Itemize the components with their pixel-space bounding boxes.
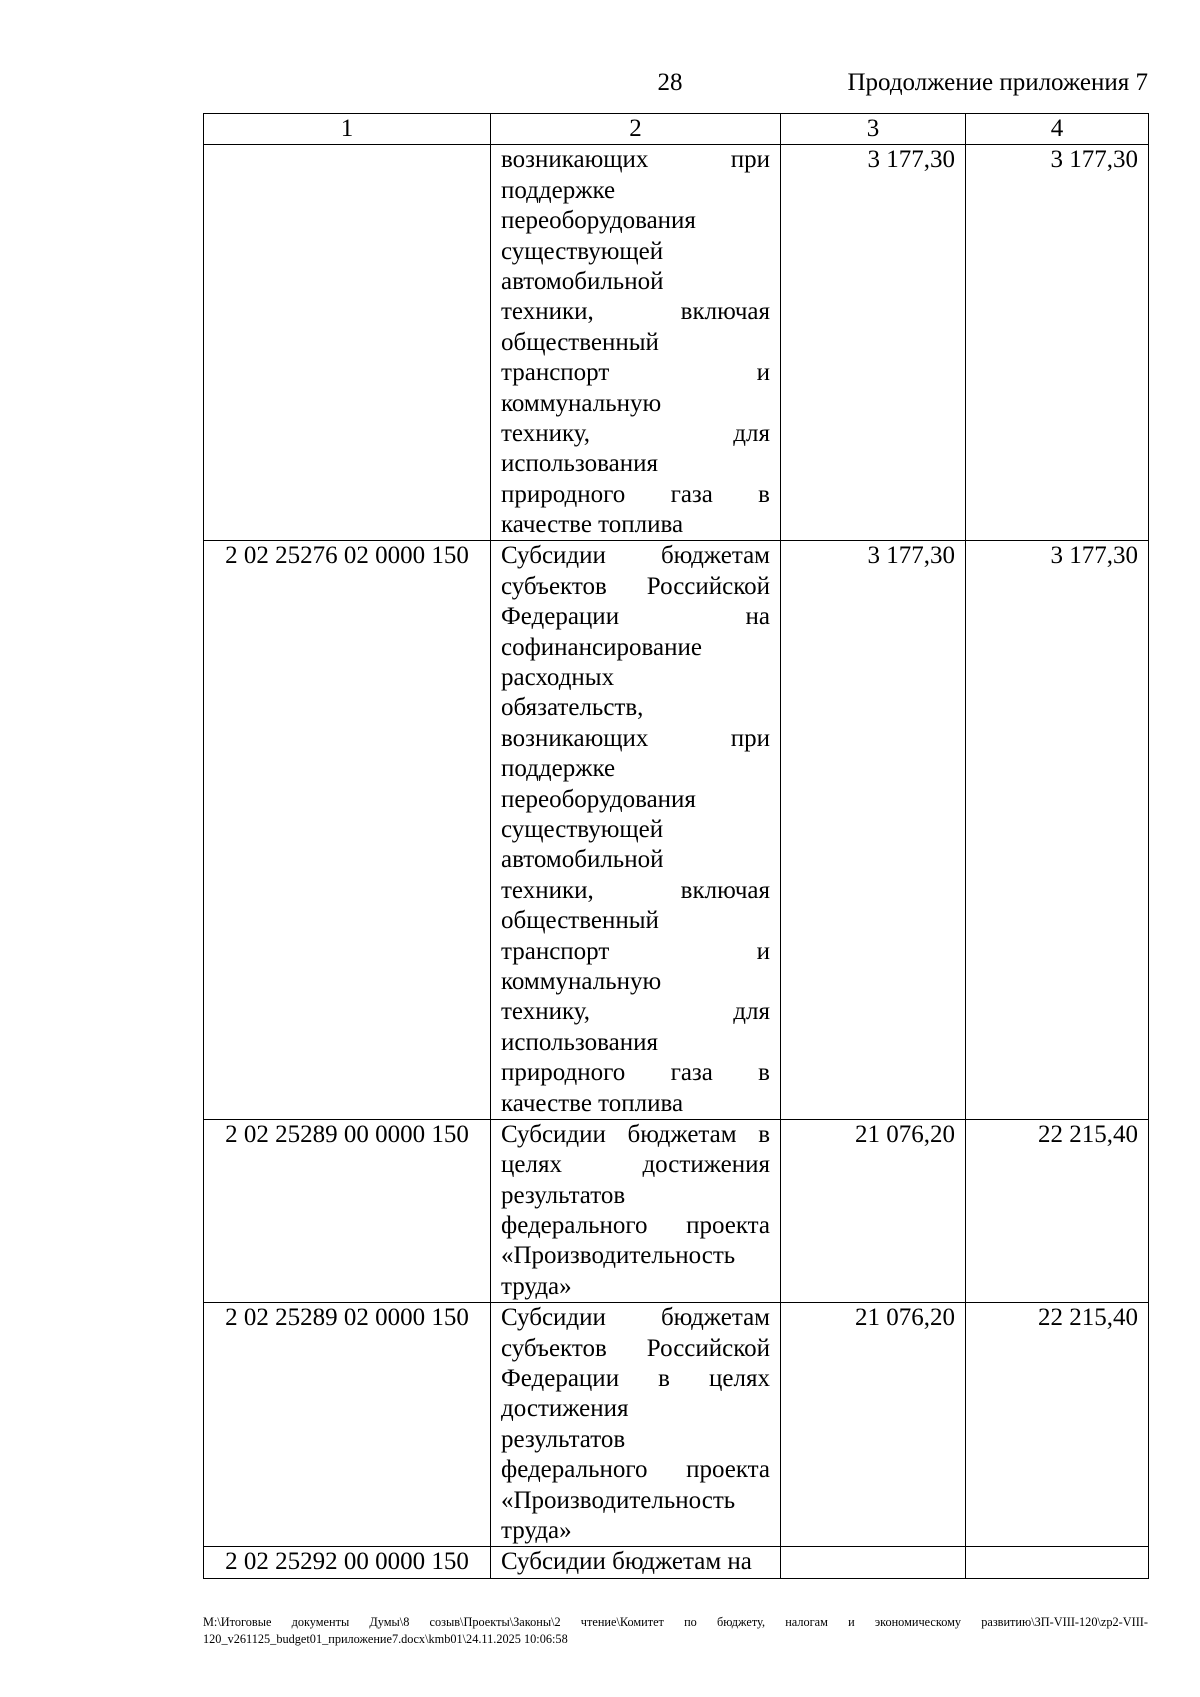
table-row — [204, 145, 1149, 541]
description-cell — [491, 1303, 781, 1547]
description-line: целях достижения — [501, 1151, 770, 1179]
description-line: Субсидии бюджетам в — [501, 1120, 770, 1148]
revenue-code-cell: 2 02 25292 00 0000 150 — [204, 1547, 491, 1578]
description-line: «Производительность — [501, 1242, 736, 1270]
description-line: субъектов Российской — [501, 572, 770, 600]
table-body — [204, 114, 1149, 1579]
description-line: техники, включая — [501, 298, 770, 326]
description-line: софинансирование — [501, 633, 702, 661]
amount-col4-cell: 22 215,40 — [966, 1119, 1149, 1302]
column-header-2: 2 — [491, 114, 781, 145]
description-cell — [491, 145, 781, 541]
amount-col4-cell: 3 177,30 — [966, 541, 1149, 1119]
description-line: Субсидии бюджетам — [501, 542, 770, 570]
description-line: федерального проекта — [501, 1212, 770, 1240]
amount-col4-cell: 22 215,40 — [966, 1303, 1149, 1547]
amount-col3-cell: 3 177,30 — [781, 145, 966, 541]
description-line: общественный — [501, 328, 659, 356]
column-header-4: 4 — [966, 114, 1149, 145]
revenue-code-cell — [204, 145, 491, 541]
revenue-code-cell: 2 02 25289 02 0000 150 — [204, 1303, 491, 1547]
description-cell — [491, 1119, 781, 1302]
description-line: автомобильной — [501, 846, 664, 874]
description-line: переоборудования — [501, 785, 696, 813]
description-line: существующей — [501, 237, 664, 265]
amount-col4-cell: 3 177,30 — [966, 145, 1149, 541]
description-line: коммунальную — [501, 967, 662, 995]
description-line: переоборудования — [501, 207, 696, 235]
description-line: результатов — [501, 1181, 626, 1209]
page-number: 28 — [657, 69, 683, 96]
description-line: общественный — [501, 907, 659, 935]
description-line: существующей — [501, 816, 664, 843]
description-line: качестве топлива — [501, 1089, 684, 1117]
description-line: технику, для — [501, 998, 770, 1026]
description-line: коммунальную — [501, 389, 662, 417]
description-cell — [491, 541, 781, 1119]
description-line: автомобильной — [501, 267, 664, 295]
description-line: субъектов Российской — [501, 1334, 770, 1362]
description-line: Федерации на — [501, 603, 770, 631]
amount-col3-cell: 21 076,20 — [781, 1119, 966, 1302]
table-row — [204, 541, 1149, 1119]
description-line: природного газа в — [501, 1059, 770, 1087]
description-line: Федерации в целях — [501, 1365, 770, 1393]
revenue-code-cell: 2 02 25276 02 0000 150 — [204, 541, 491, 1119]
description-line: транспорт и — [501, 359, 770, 387]
description-line: обязательств, — [501, 694, 644, 722]
amount-col3-cell: 3 177,30 — [781, 541, 966, 1119]
amount-col4-cell — [966, 1547, 1149, 1578]
description-line: технику, для — [501, 419, 770, 447]
description-line: Субсидии бюджетам — [501, 1304, 770, 1332]
continuation-label: Продолжение приложения 7 — [847, 69, 1148, 96]
description-line: труда» — [501, 1516, 572, 1544]
description-line: использования — [501, 1028, 658, 1056]
description-line: результатов — [501, 1425, 626, 1453]
budget-table — [203, 113, 1149, 1579]
revenue-code-cell: 2 02 25289 00 0000 150 — [204, 1119, 491, 1302]
description-cell — [491, 1547, 781, 1578]
description-line: поддержке — [501, 176, 616, 204]
description-line: федерального проекта — [501, 1456, 770, 1484]
description-line: поддержке — [501, 755, 616, 783]
description-line: достижения — [501, 1395, 629, 1423]
description-line: возникающих при — [501, 146, 770, 174]
column-header-1: 1 — [204, 114, 491, 145]
description-line: качестве топлива — [501, 511, 684, 539]
description-line: транспорт и — [501, 937, 770, 965]
description-line: «Производительность — [501, 1486, 736, 1514]
table-header-row — [204, 114, 1149, 145]
table-row — [204, 1303, 1149, 1547]
amount-col3-cell: 21 076,20 — [781, 1303, 966, 1547]
amount-col3-cell — [781, 1547, 966, 1578]
description-line: природного газа в — [501, 480, 770, 508]
description-line: возникающих при — [501, 724, 770, 752]
column-header-3: 3 — [781, 114, 966, 145]
footer-file-path: M:\Итоговые документы Думы\8 созыв\Проекты\Законы\2 чтение\Комитет по бюджету, налогам и экономическому развитию\ЗП-VIII-120\zp2-VIII-120_v261125_budget01_приложение7.docx\kmb01\24.11.2025 10:06:58 — [203, 1615, 1148, 1646]
description-line: техники, включая — [501, 876, 770, 904]
description-line: Субсидии бюджетам на — [501, 1548, 752, 1576]
description-line: труда» — [501, 1272, 572, 1300]
description-line: расходных — [501, 664, 615, 692]
description-line: использования — [501, 450, 658, 478]
table-row — [204, 1119, 1149, 1302]
table-row — [204, 1547, 1149, 1578]
